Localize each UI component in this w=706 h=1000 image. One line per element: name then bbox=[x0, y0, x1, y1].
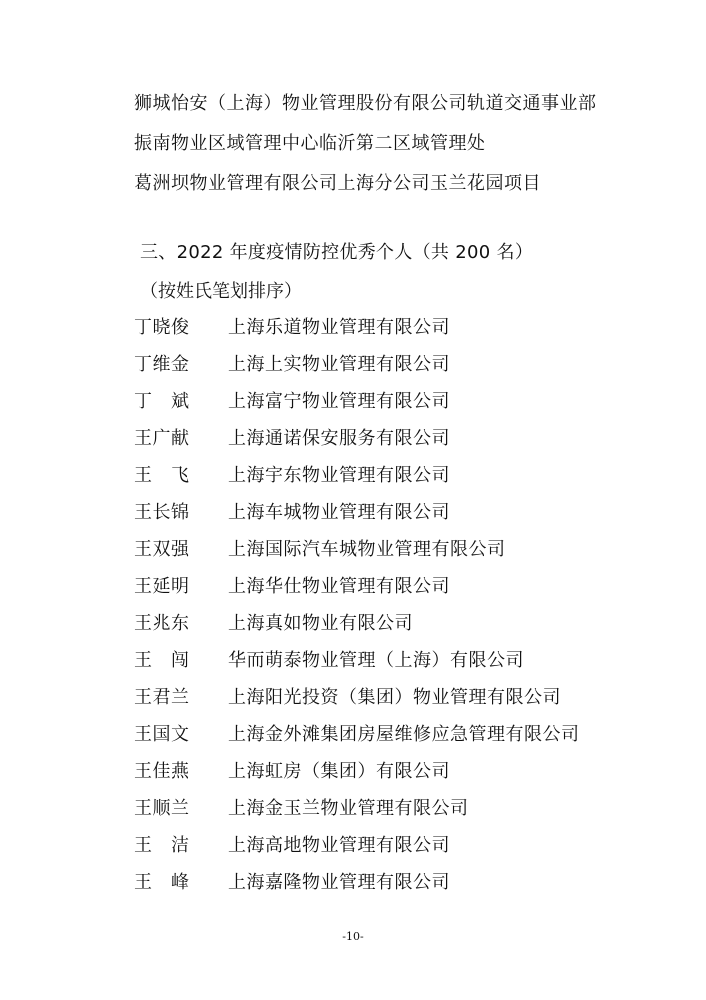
person-name: 王君兰 bbox=[134, 687, 190, 708]
list-item bbox=[134, 463, 654, 489]
person-name: 王延明 bbox=[134, 576, 190, 597]
person-name: 丁晓俊 bbox=[134, 317, 190, 338]
list-item bbox=[134, 648, 654, 674]
company-name: 上海乐道物业管理有限公司 bbox=[228, 317, 450, 338]
company-name: 上海高地物业管理有限公司 bbox=[228, 835, 450, 856]
company-name: 上海宇东物业管理有限公司 bbox=[228, 465, 450, 486]
list-item bbox=[134, 870, 654, 896]
section-note: （按姓氏笔划排序） bbox=[140, 281, 302, 302]
list-item bbox=[134, 389, 654, 415]
list-item bbox=[134, 833, 654, 859]
company-name: 上海车城物业管理有限公司 bbox=[228, 502, 450, 523]
company-name: 华而萌泰物业管理（上海）有限公司 bbox=[228, 650, 524, 671]
person-name: 王 洁 bbox=[134, 835, 190, 856]
list-item bbox=[134, 574, 654, 600]
company-name: 上海真如物业有限公司 bbox=[228, 613, 413, 634]
person-name: 王 闯 bbox=[134, 650, 190, 671]
person-name: 王双强 bbox=[134, 539, 190, 560]
organization-line: 狮城怡安（上海）物业管理股份有限公司轨道交通事业部 bbox=[134, 93, 597, 114]
person-name: 王 峰 bbox=[134, 872, 190, 893]
organization-line: 葛洲坝物业管理有限公司上海分公司玉兰花园项目 bbox=[134, 173, 541, 194]
list-item bbox=[134, 796, 654, 822]
person-name: 王佳燕 bbox=[134, 761, 190, 782]
person-name: 王兆东 bbox=[134, 613, 190, 634]
company-name: 上海虹房（集团）有限公司 bbox=[228, 761, 450, 782]
person-name: 王长锦 bbox=[134, 502, 190, 523]
company-name: 上海上实物业管理有限公司 bbox=[228, 354, 450, 375]
list-item bbox=[134, 685, 654, 711]
list-item bbox=[134, 759, 654, 785]
person-name: 王广献 bbox=[134, 428, 190, 449]
person-name: 王 飞 bbox=[134, 465, 190, 486]
company-name: 上海富宁物业管理有限公司 bbox=[228, 391, 450, 412]
company-name: 上海金外滩集团房屋维修应急管理有限公司 bbox=[228, 724, 580, 745]
person-name: 王顺兰 bbox=[134, 798, 190, 819]
page-number: -10- bbox=[342, 930, 364, 943]
person-name: 丁 斌 bbox=[134, 391, 190, 412]
organization-line: 振南物业区域管理中心临沂第二区域管理处 bbox=[134, 133, 486, 154]
list-item bbox=[134, 722, 654, 748]
section-title: 三、2022 年度疫情防控优秀个人（共 200 名） bbox=[140, 242, 534, 263]
list-item bbox=[134, 315, 654, 341]
list-item bbox=[134, 611, 654, 637]
company-name: 上海阳光投资（集团）物业管理有限公司 bbox=[228, 687, 561, 708]
list-item bbox=[134, 426, 654, 452]
company-name: 上海嘉隆物业管理有限公司 bbox=[228, 872, 450, 893]
list-item bbox=[134, 352, 654, 378]
list-item bbox=[134, 500, 654, 526]
person-name: 丁维金 bbox=[134, 354, 190, 375]
person-name: 王国文 bbox=[134, 724, 190, 745]
list-item bbox=[134, 537, 654, 563]
company-name: 上海通诺保安服务有限公司 bbox=[228, 428, 450, 449]
company-name: 上海国际汽车城物业管理有限公司 bbox=[228, 539, 506, 560]
company-name: 上海金玉兰物业管理有限公司 bbox=[228, 798, 469, 819]
company-name: 上海华仕物业管理有限公司 bbox=[228, 576, 450, 597]
